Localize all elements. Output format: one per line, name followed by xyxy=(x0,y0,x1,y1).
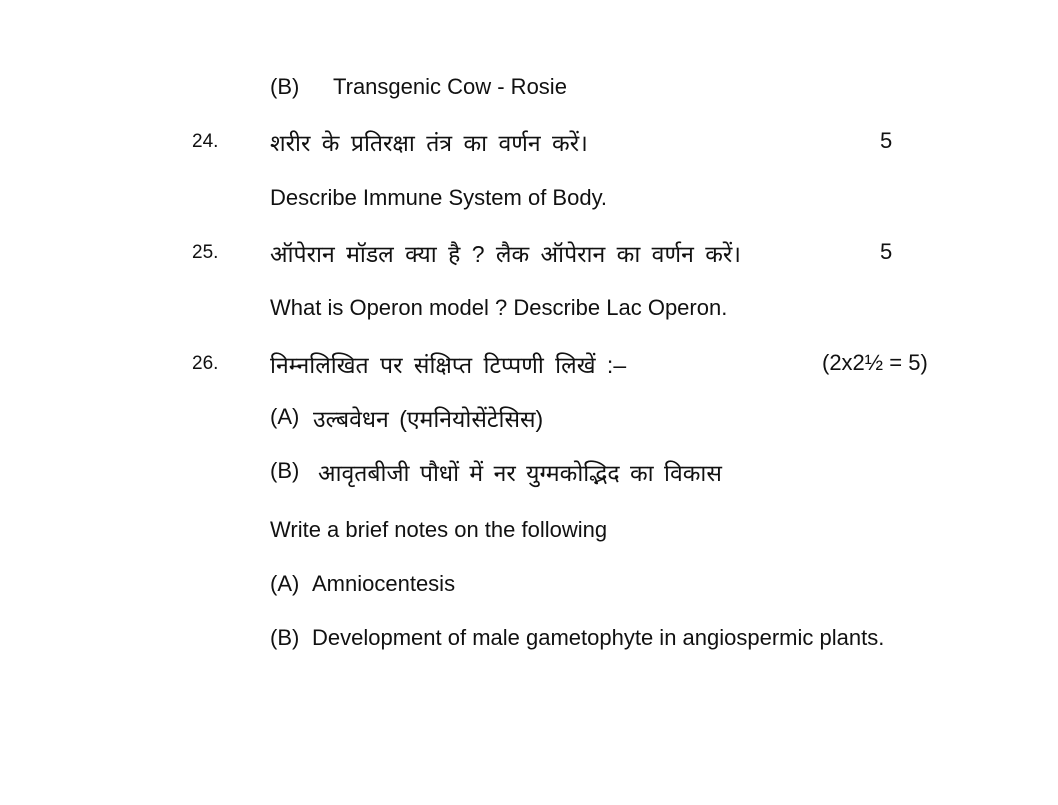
option-label: (B) xyxy=(270,458,300,483)
question-text-hindi: शरीर के प्रतिरक्षा तंत्र का वर्णन करें। xyxy=(270,130,588,156)
question-text-english: What is Operon model ? Describe Lac Operon. xyxy=(270,295,728,320)
option-text-english: Development of male gametophyte in angiospermic plants. xyxy=(312,625,885,650)
question-25-english-row xyxy=(0,295,1058,329)
option-text-hindi: आवृतबीजी पौधों में नर युग्मकोद्भिद का विकास xyxy=(318,460,722,486)
question-number: 26. xyxy=(192,353,219,374)
option-label: (B) xyxy=(270,625,300,650)
option-text-english: Amniocentesis xyxy=(312,571,456,596)
marks-value: 5 xyxy=(880,239,893,264)
question-26-hindi-row xyxy=(0,350,1058,384)
question-26-english-intro-row xyxy=(0,517,1058,551)
question-number: 24. xyxy=(192,131,219,152)
option-label: (A) xyxy=(270,404,300,429)
question-24-english-row xyxy=(0,185,1058,219)
question-text-english: Write a brief notes on the following xyxy=(270,517,608,542)
question-26-option-b-hindi-row xyxy=(0,458,1058,492)
question-26-option-a-hindi-row xyxy=(0,404,1058,438)
question-text-hindi: ऑपेरान मॉडल क्या है ? लैक ऑपेरान का वर्णन करें। xyxy=(270,241,742,267)
marks-value: 5 xyxy=(880,128,893,153)
question-text-english: Describe Immune System of Body. xyxy=(270,185,608,210)
question-24-hindi-row xyxy=(0,128,1058,162)
question-26-option-a-english-row xyxy=(0,571,1058,605)
intro-option-label: (B) xyxy=(270,74,300,99)
question-25-hindi-row xyxy=(0,239,1058,273)
option-text-hindi: उल्बवेधन (एमनियोसेंटेसिस) xyxy=(313,406,544,432)
question-text-hindi: निम्नलिखित पर संक्षिप्त टिप्पणी लिखें :– xyxy=(270,352,627,378)
question-26-option-b-english-row xyxy=(0,625,1058,659)
question-number: 25. xyxy=(192,242,219,263)
marks-value: (2x2½ = 5) xyxy=(822,350,928,375)
intro-option-text: Transgenic Cow - Rosie xyxy=(333,74,567,99)
intro-option-row xyxy=(0,74,1058,108)
option-label: (A) xyxy=(270,571,300,596)
